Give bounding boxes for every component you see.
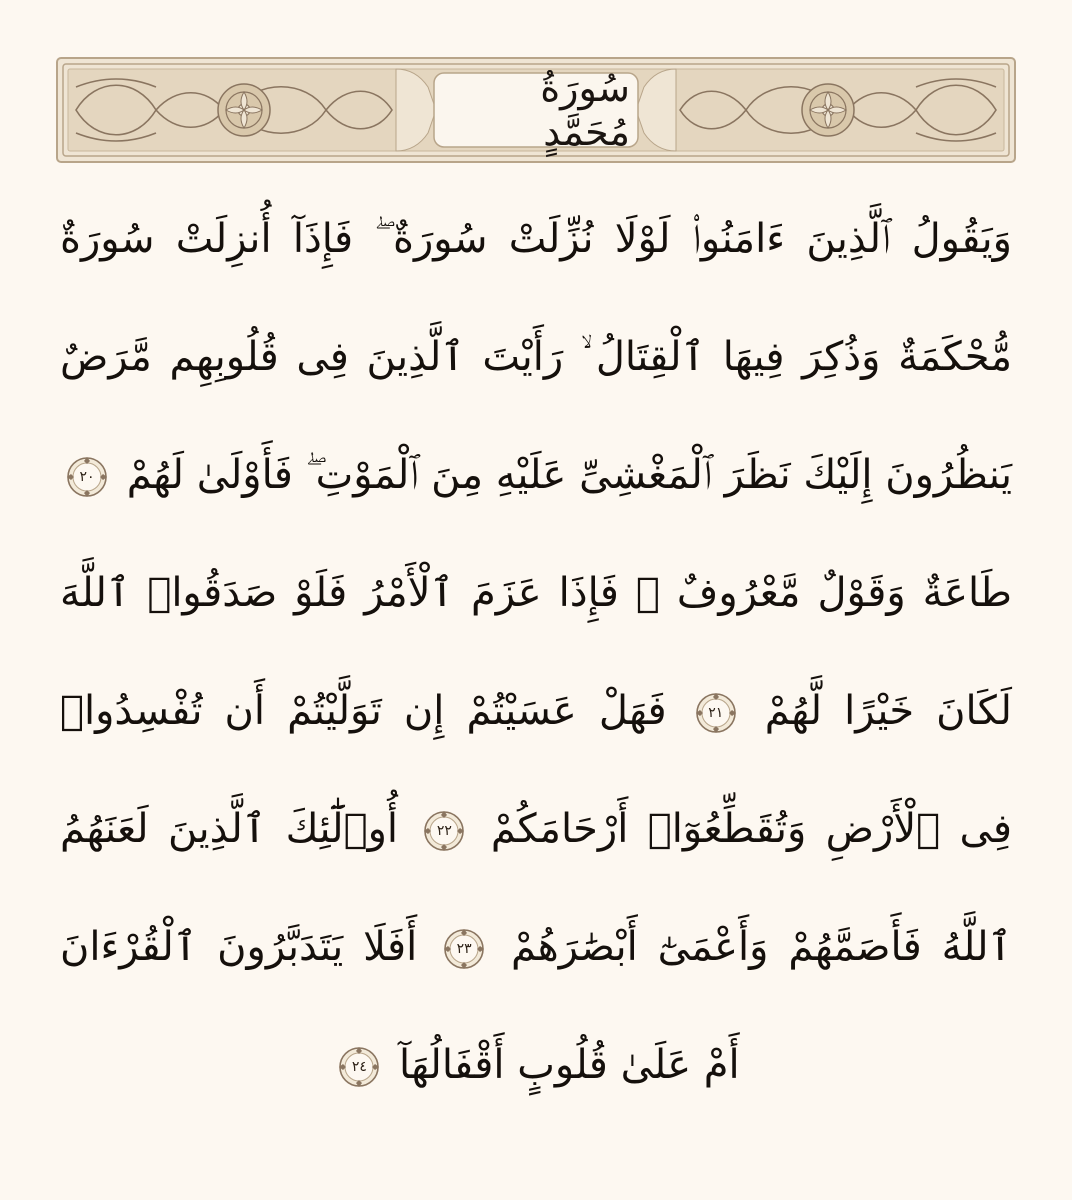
verse-segment-before: لَكَانَ خَيْرًا لَّهُمْ <box>764 688 1012 734</box>
ayah-number-marker <box>423 810 465 852</box>
verse-text <box>60 688 1012 734</box>
ayah-number: ٢٠ <box>79 469 95 485</box>
ayah-number-marker <box>695 692 737 734</box>
verse-line-5 <box>60 652 1012 770</box>
verse-line-8 <box>60 1006 1012 1124</box>
verse-text <box>60 924 1012 970</box>
verse-segment-before: فِى ٱلْأَرْضِ وَتُقَطِّعُوٓا۟ أَرْحَامَكُمْ <box>490 806 1013 852</box>
verse-text <box>60 334 1012 380</box>
verse-segment-after: فَهَلْ عَسَيْتُمْ إِن تَوَلَّيْتُمْ أَن تُفْسِدُوا۟ <box>60 688 667 734</box>
ayah-number: ٢٣ <box>456 941 472 957</box>
verse-segment: وَيَقُولُ ٱلَّذِينَ ءَامَنُوا۟ لَوْلَا نُزِّلَتْ سُورَةٌ ۖ فَإِذَآ أُنزِلَتْ سُورَةٌ <box>60 216 1012 262</box>
quran-page-text <box>60 180 1012 1124</box>
verse-segment-before: ٱللَّهُ فَأَصَمَّهُمْ وَأَعْمَىٰٓ أَبْصَٰرَهُمْ <box>511 924 1012 970</box>
ayah-number-marker <box>338 1046 380 1088</box>
ayah-number: ٢١ <box>708 705 724 721</box>
verse-line-6 <box>60 770 1012 888</box>
verse-text <box>60 806 1012 852</box>
verse-segment-after: أُو۟لَٰٓئِكَ ٱلَّذِينَ لَعَنَهُمُ <box>60 806 399 852</box>
verse-text <box>60 570 1012 616</box>
ayah-number-marker <box>66 456 108 498</box>
ayah-number: ٢٤ <box>351 1059 367 1075</box>
verse-line-2 <box>60 298 1012 416</box>
ayah-number: ٢٢ <box>436 823 452 839</box>
verse-text <box>60 216 1012 262</box>
verse-line-1 <box>60 180 1012 298</box>
verse-line-3 <box>60 416 1012 534</box>
verse-segment-after: أَفَلَا يَتَدَبَّرُونَ ٱلْقُرْءَانَ <box>60 924 418 970</box>
verse-segment: طَاعَةٌ وَقَوْلٌ مَّعْرُوفٌ ۚ فَإِذَا عَزَمَ ٱلْأَمْرُ فَلَوْ صَدَقُوا۟ ٱللَّهَ <box>60 570 1012 616</box>
verse-text <box>60 1042 1012 1088</box>
ayah-number-marker <box>443 928 485 970</box>
left-rosette-icon <box>218 84 270 136</box>
verse-text <box>60 452 1012 498</box>
verse-segment: مُّحْكَمَةٌ وَذُكِرَ فِيهَا ٱلْقِتَالُ ۙ رَأَيْتَ ٱلَّذِينَ فِى قُلُوبِهِم مَّرَضٌ <box>60 334 1012 380</box>
surah-header-banner <box>56 57 1016 163</box>
verse-segment: يَنظُرُونَ إِلَيْكَ نَظَرَ ٱلْمَغْشِىِّ عَلَيْهِ مِنَ ٱلْمَوْتِ ۖ فَأَوْلَىٰ لَهُمْ <box>126 452 1013 498</box>
verse-line-7 <box>60 888 1012 1006</box>
right-rosette-icon <box>802 84 854 136</box>
surah-title: سُورَةُ مُحَمَّدٍ <box>540 66 630 154</box>
verse-segment: أَمْ عَلَىٰ قُلُوبٍ أَقْفَالُهَآ <box>399 1042 740 1088</box>
verse-line-4 <box>60 534 1012 652</box>
